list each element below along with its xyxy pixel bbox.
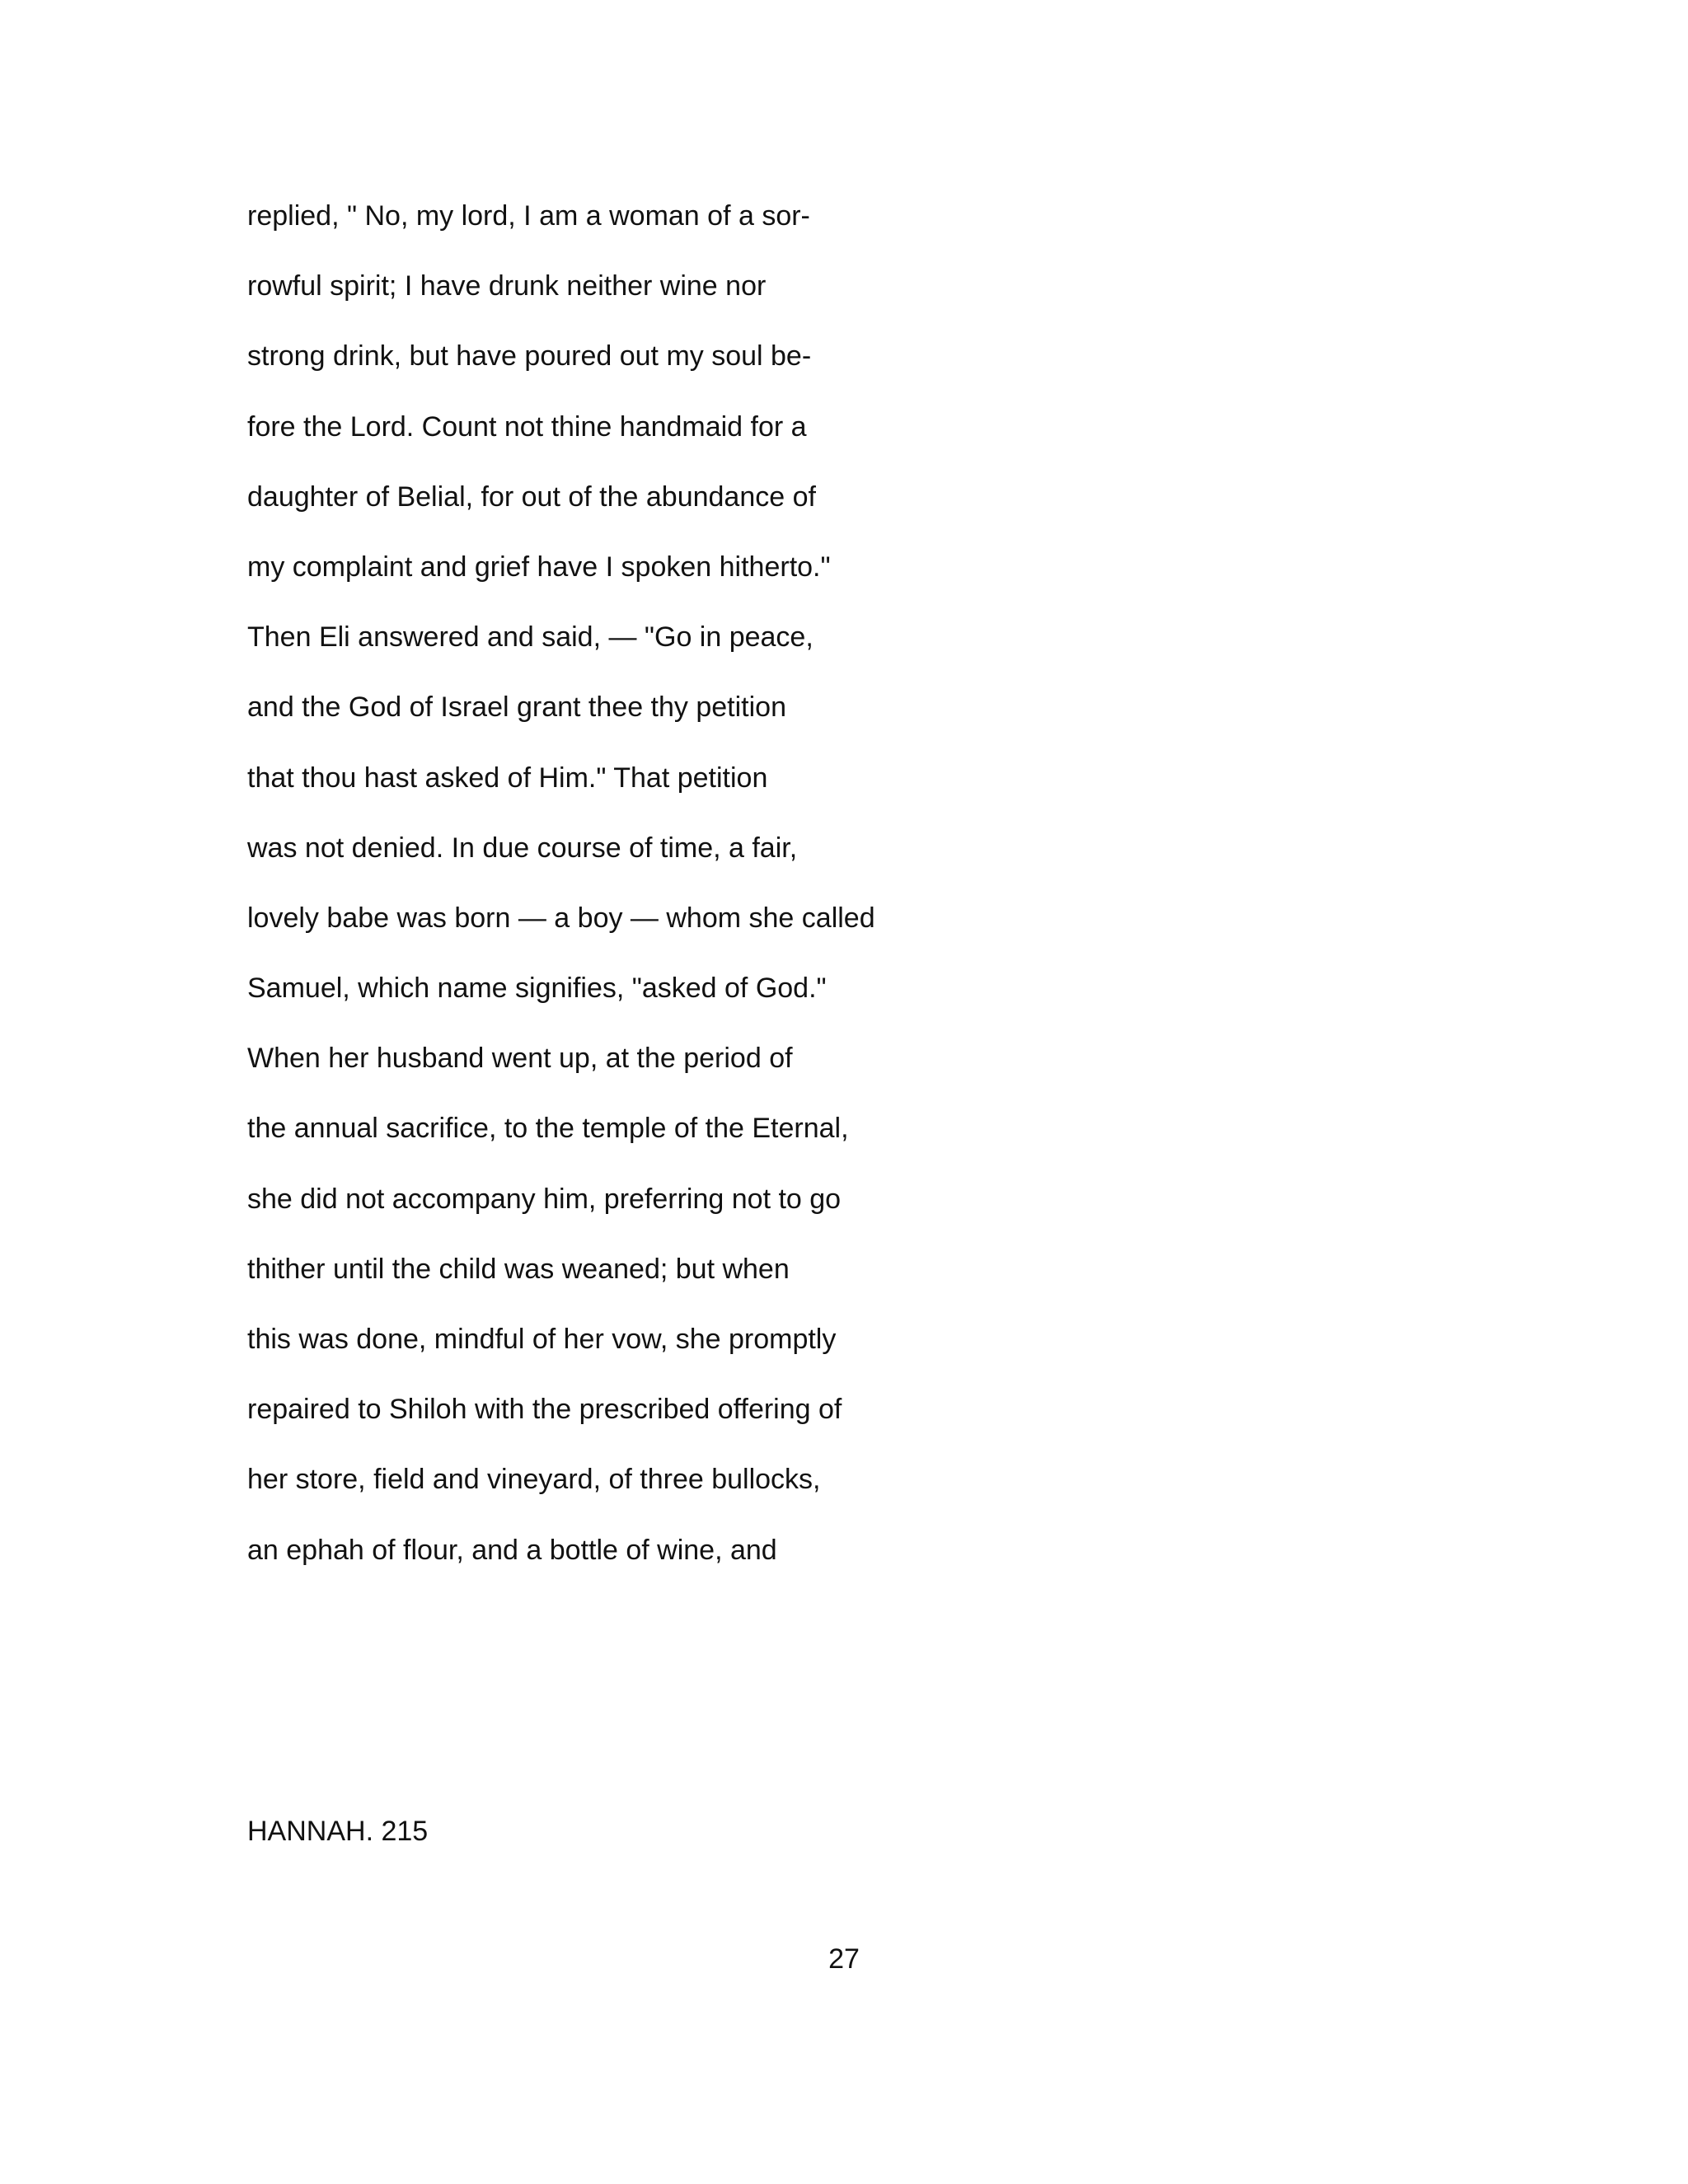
text-line: the annual sacrifice, to the temple of the Eternal, [247, 1113, 849, 1145]
text-line: daughter of Belial, for out of the abundance of [247, 480, 816, 513]
body-text [247, 194, 1319, 1599]
text-line: she did not accompany him, preferring not to go [247, 1183, 842, 1215]
text-line: and the God of Israel grant thee thy petition [247, 691, 786, 724]
text-line: thither until the child was weaned; but when [247, 1253, 790, 1285]
text-line: repaired to Shiloh with the prescribed offering of [247, 1394, 842, 1426]
text-line: When her husband went up, at the period of [247, 1043, 793, 1075]
text-line: my complaint and grief have I spoken hitherto." [247, 551, 831, 583]
text-line: Then Eli answered and said, — "Go in peace, [247, 621, 814, 654]
text-line: fore the Lord. Count not thine handmaid for a [247, 410, 807, 443]
text-line: an ephah of flour, and a bottle of wine, and [247, 1534, 777, 1566]
text-line: replied, " No, my lord, I am a woman of a sor- [247, 200, 810, 232]
text-line: that thou hast asked of Him." That petition [247, 762, 768, 794]
text-line: was not denied. In due course of time, a fair, [247, 832, 798, 864]
text-line: this was done, mindful of her vow, she promptly [247, 1324, 837, 1355]
page-number: 27 [828, 1943, 860, 1975]
text-line: lovely babe was born — a boy — whom she called [247, 902, 875, 934]
text-line: rowful spirit; I have drunk neither wine nor [247, 270, 767, 302]
text-line: Samuel, which name signifies, "asked of God." [247, 972, 827, 1005]
text-line: her store, field and vineyard, of three bullocks, [247, 1464, 821, 1496]
text-line: strong drink, but have poured out my soul be- [247, 340, 812, 373]
running-head: HANNAH. 215 [247, 1816, 429, 1847]
